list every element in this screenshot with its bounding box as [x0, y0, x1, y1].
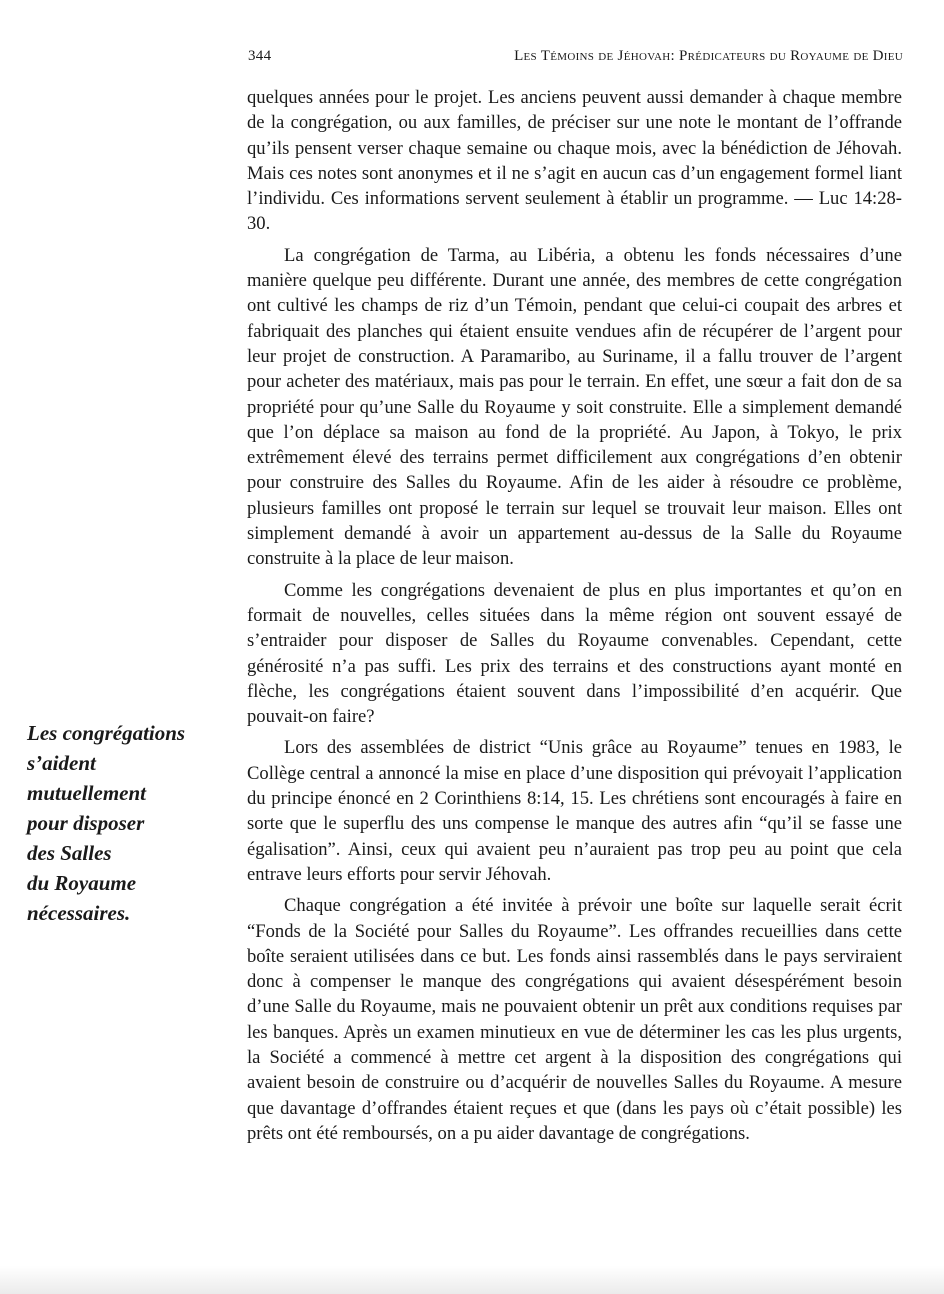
margin-note: Les congrégations s’aident mutuellement pour disposer des Salles du Royaume nécessaires. — [27, 721, 186, 925]
paragraph-2: La congrégation de Tarma, au Libéria, a obtenu les fonds nécessaires d’une manière quelque peu différente. Durant une année, des membres de cette congrégation ont cultivé les champs de riz d’un Témoin, pendant que celui-ci coupait des arbres et fabriquait des planches qui étaient ensuite vendues afin de récupérer de l’argent pour leur projet de construction. A Paramaribo, au Suriname, il a fallu trouver de l’argent pour acheter des matériaux, mais pas pour le terrain. En effet, une sœur a fait don de sa propriété pour qu’une Salle du Royaume y soit construite. Elle a simplement demandé que l’on déplace sa maison au fond de la propriété. Au Japon, à Tokyo, le prix extrêmement élevé des terrains permet difficilement aux congrégations d’en obtenir pour construire des Salles du Royaume. Afin de les aider à résoudre ce problème, plusieurs familles ont proposé le terrain sur lequel se trouvait leur maison. Elles ont simplement demandé à avoir un appartement au-dessus de la Salle du Royaume construite à la place de leur maison. — [247, 244, 902, 570]
running-head-title: Les Témoins de Jéhovah: Prédicateurs du Royaume de Dieu — [514, 48, 903, 64]
page-number: 344 — [248, 48, 272, 64]
page-edge-shadow — [0, 1266, 944, 1294]
paragraph-5: Chaque congrégation a été invitée à prévoir une boîte sur laquelle serait écrit “Fonds de la Société pour Salles du Royaume”. Les offrandes recueillies dans cette boîte seraient utilisées dans ce but. Les fonds ainsi rassemblés dans le pays serviraient donc à compenser le manque des congrégations qui avaient désespérément besoin d’une Salle du Royaume, mais ne pouvaient obtenir un prêt aux conditions requises par les banques. Après un examen minutieux en vue de déterminer les cas les plus urgents, la Société a commencé à mettre cet argent à la disposition des congrégations qui avaient besoin de construire ou d’acquérir de nouvelles Salles du Royaume. A mesure que davantage d’offrandes étaient reçues et que (dans les pays où c’était possible) les prêts ont été remboursés, on a pu aider davantage de congrégations. — [247, 895, 902, 1144]
paragraph-4: Lors des assemblées de district “Unis grâce au Royaume” tenues en 1983, le Collège central a annoncé la mise en place d’une disposition qui prévoyait l’application du principe énoncé en 2 Corinthiens 8:14, 15. Les chrétiens sont encouragés à faire en sorte que le superflu des uns compense le manque des autres afin “qu’il se fasse une égalisation”. Ainsi, ceux qui avaient peu n’auraient pas trop peu au point que cela entrave leurs efforts pour servir Jéhovah. — [247, 737, 902, 885]
paragraph-1: quelques années pour le projet. Les anciens peuvent aussi demander à chaque membre de la congrégation, ou aux familles, de préciser sur une note le montant de l’offrande qu’ils pensent verser chaque semaine ou chaque mois, avec la bénédiction de Jéhovah. Mais ces notes sont anonymes et il ne s’agit en aucun cas d’un engagement formel liant l’individu. Ces informations servent seulement à établir un programme. — Luc 14:28-30. — [247, 87, 902, 235]
paragraph-3: Comme les congrégations devenaient de plus en plus importantes et qu’on en formait de nouvelles, celles situées dans la même région ont souvent essayé de s’entraider pour disposer de Salles du Royaume convenables. Cependant, cette générosité n’a pas suffi. Les prix des terrains et des constructions ayant monté en flèche, les congrégations étaient souvent dans l’impossibilité d’en acquérir. Que pouvait-on faire? — [247, 579, 902, 728]
running-head — [248, 48, 903, 72]
body-text — [247, 85, 902, 1152]
